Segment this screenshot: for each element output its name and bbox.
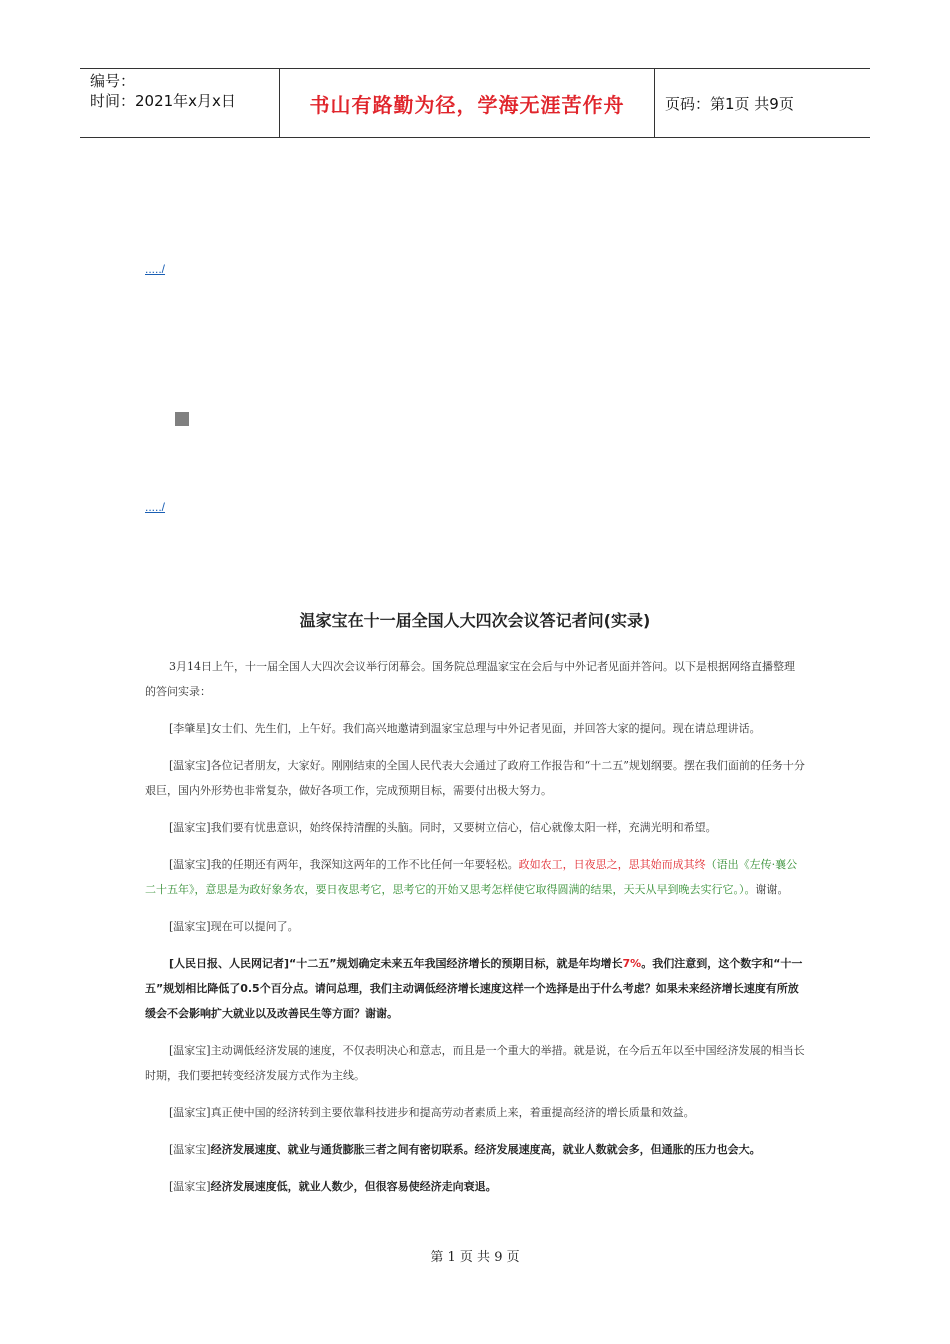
paragraph-4-text: [温家宝]我的任期还有两年，我深知这两年的工作不比任何一年要轻松。 — [169, 858, 519, 871]
page-info-cell — [655, 69, 870, 137]
article-title: 温家宝在十一届全国人大四次会议答记者问(实录) — [299, 611, 651, 630]
question-1-text-a: [人民日报、人民网记者]“十二五”规划确定未来五年我国经济增长的预期目标，就是年均增长 — [169, 957, 623, 970]
quote-explanation: （语出《左传·襄公二十五年》，意思是为政好象务农，要日夜思考它，思考它的开始又思考怎样使它取得圆满的结果，天天从早到晚去实行它。）。 — [145, 858, 798, 896]
paragraph-1: [李肇星]女士们、先生们，上午好。我们高兴地邀请到温家宝总理与中外记者见面，并回答大家的提问。现在请总理讲话。 — [169, 722, 761, 735]
thanks-text: 谢谢。 — [755, 883, 789, 896]
question-1 — [145, 951, 805, 1026]
motto-text: 书山有路勤为径，学海无涯苦作舟 — [309, 92, 625, 117]
answer-4-text: 经济发展速度低，就业人数少，但很容易使经济走向衰退。 — [210, 1180, 497, 1193]
answer-4 — [145, 1174, 805, 1199]
answer-3-text: 经济发展速度、就业与通货膨胀三者之间有密切联系。经济发展速度高，就业人数就会多，但通胀的压力也会大。 — [210, 1143, 761, 1156]
intro-paragraph: 3月14日上午，十一届全国人大四次会议举行闭幕会。国务院总理温家宝在会后与中外记者见面并答问。以下是根据网络直播整理的答问实录： — [145, 660, 795, 698]
answer-3 — [145, 1137, 805, 1162]
paragraph-5: [温家宝]现在可以提问了。 — [169, 920, 299, 933]
paragraph-3: [温家宝]我们要有忧患意识，始终保持清醒的头脑。同时，又要树立信心，信心就像太阳一样，充满光明和希望。 — [169, 821, 717, 834]
classical-quote: 政如农工，日夜思之，思其始而成其终 — [518, 858, 706, 871]
answer-1: [温家宝]主动调低经济发展的速度，不仅表明决心和意志，而且是一个重大的举措。就是说，在今后五年以至中国经济发展的相当长时期，我们要把转变经济发展方式作为主线。 — [145, 1044, 805, 1082]
header-table — [80, 68, 870, 138]
motto-cell — [280, 69, 655, 137]
paragraph-2: [温家宝]各位记者朋友，大家好。刚刚结束的全国人民代表大会通过了政府工作报告和“十二五”规划纲要。摆在我们面前的任务十分艰巨，国内外形势也非常复杂，做好各项工作，完成预期目标，需要付出极大努力。 — [145, 759, 805, 797]
question-1-text-b: 。我们注意到，这个数字和“十一五”规划相比降低了0.5个百分点。请问总理，我们主动调低经济增长速度这样一个选择是出于什么考虑？如果未来经济增长速度有所放缓会不会影响扩大就业以及改善民生等方面？谢谢。 — [145, 957, 803, 1020]
number-label: 编号： — [90, 72, 136, 90]
time-label: 时间：2021年x月x日 — [90, 92, 236, 110]
link-1[interactable]: ...../ — [145, 262, 166, 276]
image-placeholder-icon — [175, 412, 189, 426]
answer-2: [温家宝]真正使中国的经济转到主要依靠科技进步和提高劳动者素质上来，着重提高经济的增长质量和效益。 — [169, 1106, 695, 1119]
page-footer: 第 1 页 共 9 页 — [430, 1250, 520, 1265]
answer-4-speaker: [温家宝] — [169, 1180, 211, 1193]
paragraph-4 — [145, 852, 805, 902]
link-2[interactable]: ...../ — [145, 500, 166, 514]
page-info: 页码：第1页 共9页 — [665, 94, 794, 113]
header-info-cell — [80, 69, 280, 137]
answer-3-speaker: [温家宝] — [169, 1143, 211, 1156]
growth-target: 7% — [622, 957, 642, 970]
article-body — [145, 654, 805, 1211]
